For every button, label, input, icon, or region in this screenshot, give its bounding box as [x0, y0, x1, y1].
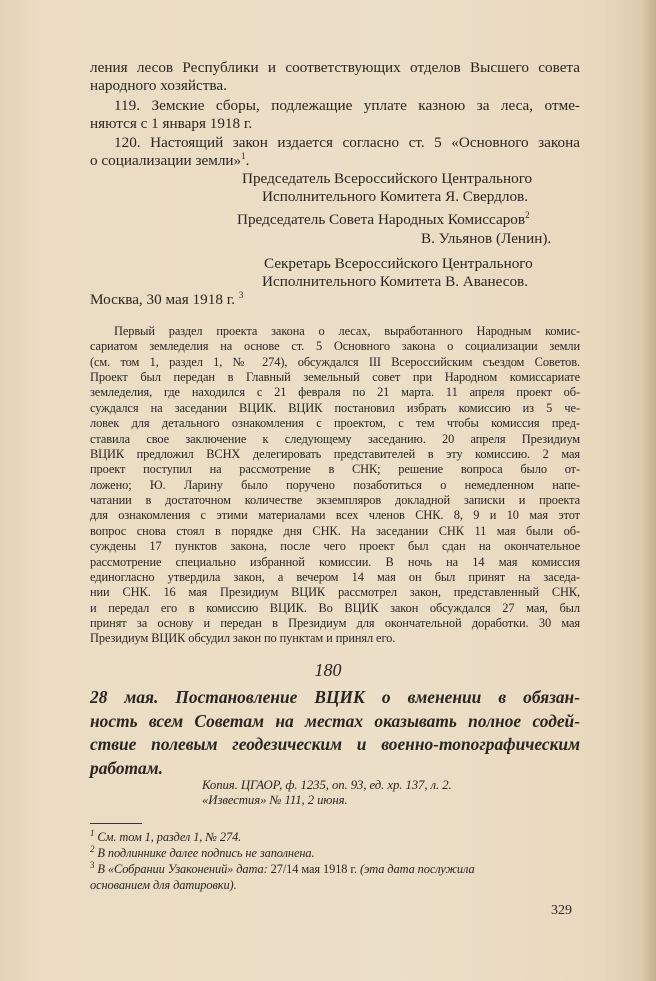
signature-secretary-title: Секретарь Всероссийского Центрального	[264, 255, 533, 272]
commentary-line: рассмотрение специально избранной комиссии. В ночь на 14 мая комиссия	[90, 554, 580, 569]
document-number: 180	[314, 660, 342, 680]
commentary-line: суждены 17 пунктов закона, после чего проект был сдан на окончательное	[90, 539, 580, 554]
footnote-3-cont: основанием для датировки).	[90, 878, 237, 892]
document-title-line: работам.	[90, 757, 164, 778]
commentary-line: сариатом земледелия на основе ст. 5 Основного закона о социализации земли	[90, 339, 580, 354]
commentary-line: ложено; Ю. Ларину было поручено позаботиться о немедленном напе-	[90, 477, 580, 492]
commentary-line: проект поступил на рассмотрение в СНК; решение вопроса было от-	[90, 462, 580, 477]
commentary-line: земледелия, где находился с 21 февраля по 21 марта. 11 апреля проект об-	[90, 385, 580, 400]
commentary-line: нии СНК. 16 мая Президиум ВЦИК рассмотрел закон, представленный СНК,	[90, 585, 580, 600]
commentary-line: ловек для детального ознакомления с проектом, с тем чтобы комиссия пред-	[90, 416, 580, 431]
commentary-line: и передал его в комиссию ВЦИК. Во ВЦИК закон обсуждался 27 мая, был	[90, 600, 580, 615]
signature-secretary-name: Исполнительного Комитета В. Аванесов.	[262, 273, 529, 290]
document-title-line: ность всем Советам на местах оказывать полное содей-	[90, 710, 580, 731]
source-publication: «Известия» № 111, 2 июня.	[202, 793, 348, 807]
commentary-line: Президиум ВЦИК обсудил закон по пунктам и принял его.	[90, 631, 396, 646]
commentary-line: чатании в достаточном количестве экземпляров докладной записки и проекта	[90, 493, 580, 508]
article-119: 119. Земские сборы, подлежащие уплате казною за леса, отме-	[114, 97, 580, 114]
footnote-ref: 1	[241, 150, 246, 161]
source-archive: Копия. ЦГАОР, ф. 1235, оп. 93, ед. хр. 137, л. 2.	[202, 778, 452, 792]
signature-vtsik-name: Исполнительного Комитета Я. Свердлов.	[262, 188, 529, 205]
commentary-line: ставила свое заключение к следующему заседанию. 20 апреля Президиум	[90, 431, 580, 446]
commentary-line: для ознакомления с этими материалами всех членов СНК. 8, 9 и 10 мая этот	[90, 508, 580, 523]
text-line: няются с 1 января 1918 г.	[90, 115, 253, 132]
article-120: 120. Настоящий закон издается согласно ст. 5 «Основного закона	[114, 134, 580, 151]
document-title-line: ствие полевым геодезическим и военно-топографическим	[90, 734, 580, 754]
footnote-2: $^2$ В подлиннике далее подпись не заполнена.	[90, 843, 315, 860]
text-line: ления лесов Республики и соответствующих отделов Высшего совета	[90, 59, 580, 76]
signature-snk-name: В. Ульянов (Ленин).	[421, 230, 552, 247]
commentary-line: (см. том 1, раздел 1, № 274), обсуждался III Всероссийским съездом Советов.	[90, 354, 580, 369]
footnote-ref: 2	[525, 209, 530, 220]
footnote-ref: 3	[238, 289, 244, 300]
footnote-3: $^3$ В «Собрании Узаконений» дата: 27/14 мая 1918 г. (эта дата послужила	[90, 859, 475, 876]
commentary-line: суждался на заседании ВЦИК. ВЦИК постановил избрать комиссию из 5 че-	[90, 400, 580, 415]
text-line: о социализации земли»$^1$.	[90, 150, 250, 169]
document-title-line: 28 мая. Постановление ВЦИК о вменении в обязан-	[90, 687, 580, 707]
commentary-line: принят за основу и передан в Президиум для окончательной доработки. 30 мая	[90, 616, 580, 631]
commentary-line: ВЦИК предложил ВСНХ делегировать представителей в эту комиссию. 2 мая	[90, 446, 580, 461]
commentary-line: вопрос снова стоял в порядке дня СНК. На заседании СНК 11 мая были об-	[90, 523, 580, 538]
page-fold-shadow	[642, 0, 656, 981]
text-line: народного хозяйства.	[90, 77, 227, 94]
commentary-line: единогласно утвердила закон, а вечером 14 мая он был принят на заседа-	[90, 569, 580, 584]
place-date: Москва, 30 мая 1918 г. $^3$	[90, 289, 244, 308]
commentary-line: Первый раздел проекта закона о лесах, выработанного Народным комис-	[114, 324, 580, 338]
footnote-rule	[90, 823, 142, 824]
commentary-line: Проект был передан в Главный земельный совет при Народном комиссариате	[90, 370, 580, 385]
footnote-1: $^1$ См. том 1, раздел 1, № 274.	[90, 827, 242, 844]
signature-snk-title: Председатель Совета Народных Комиссаров$^2$	[237, 209, 530, 228]
signature-vtsik-title: Председатель Всероссийского Центрального	[242, 170, 533, 187]
page-number: 329	[551, 903, 572, 918]
